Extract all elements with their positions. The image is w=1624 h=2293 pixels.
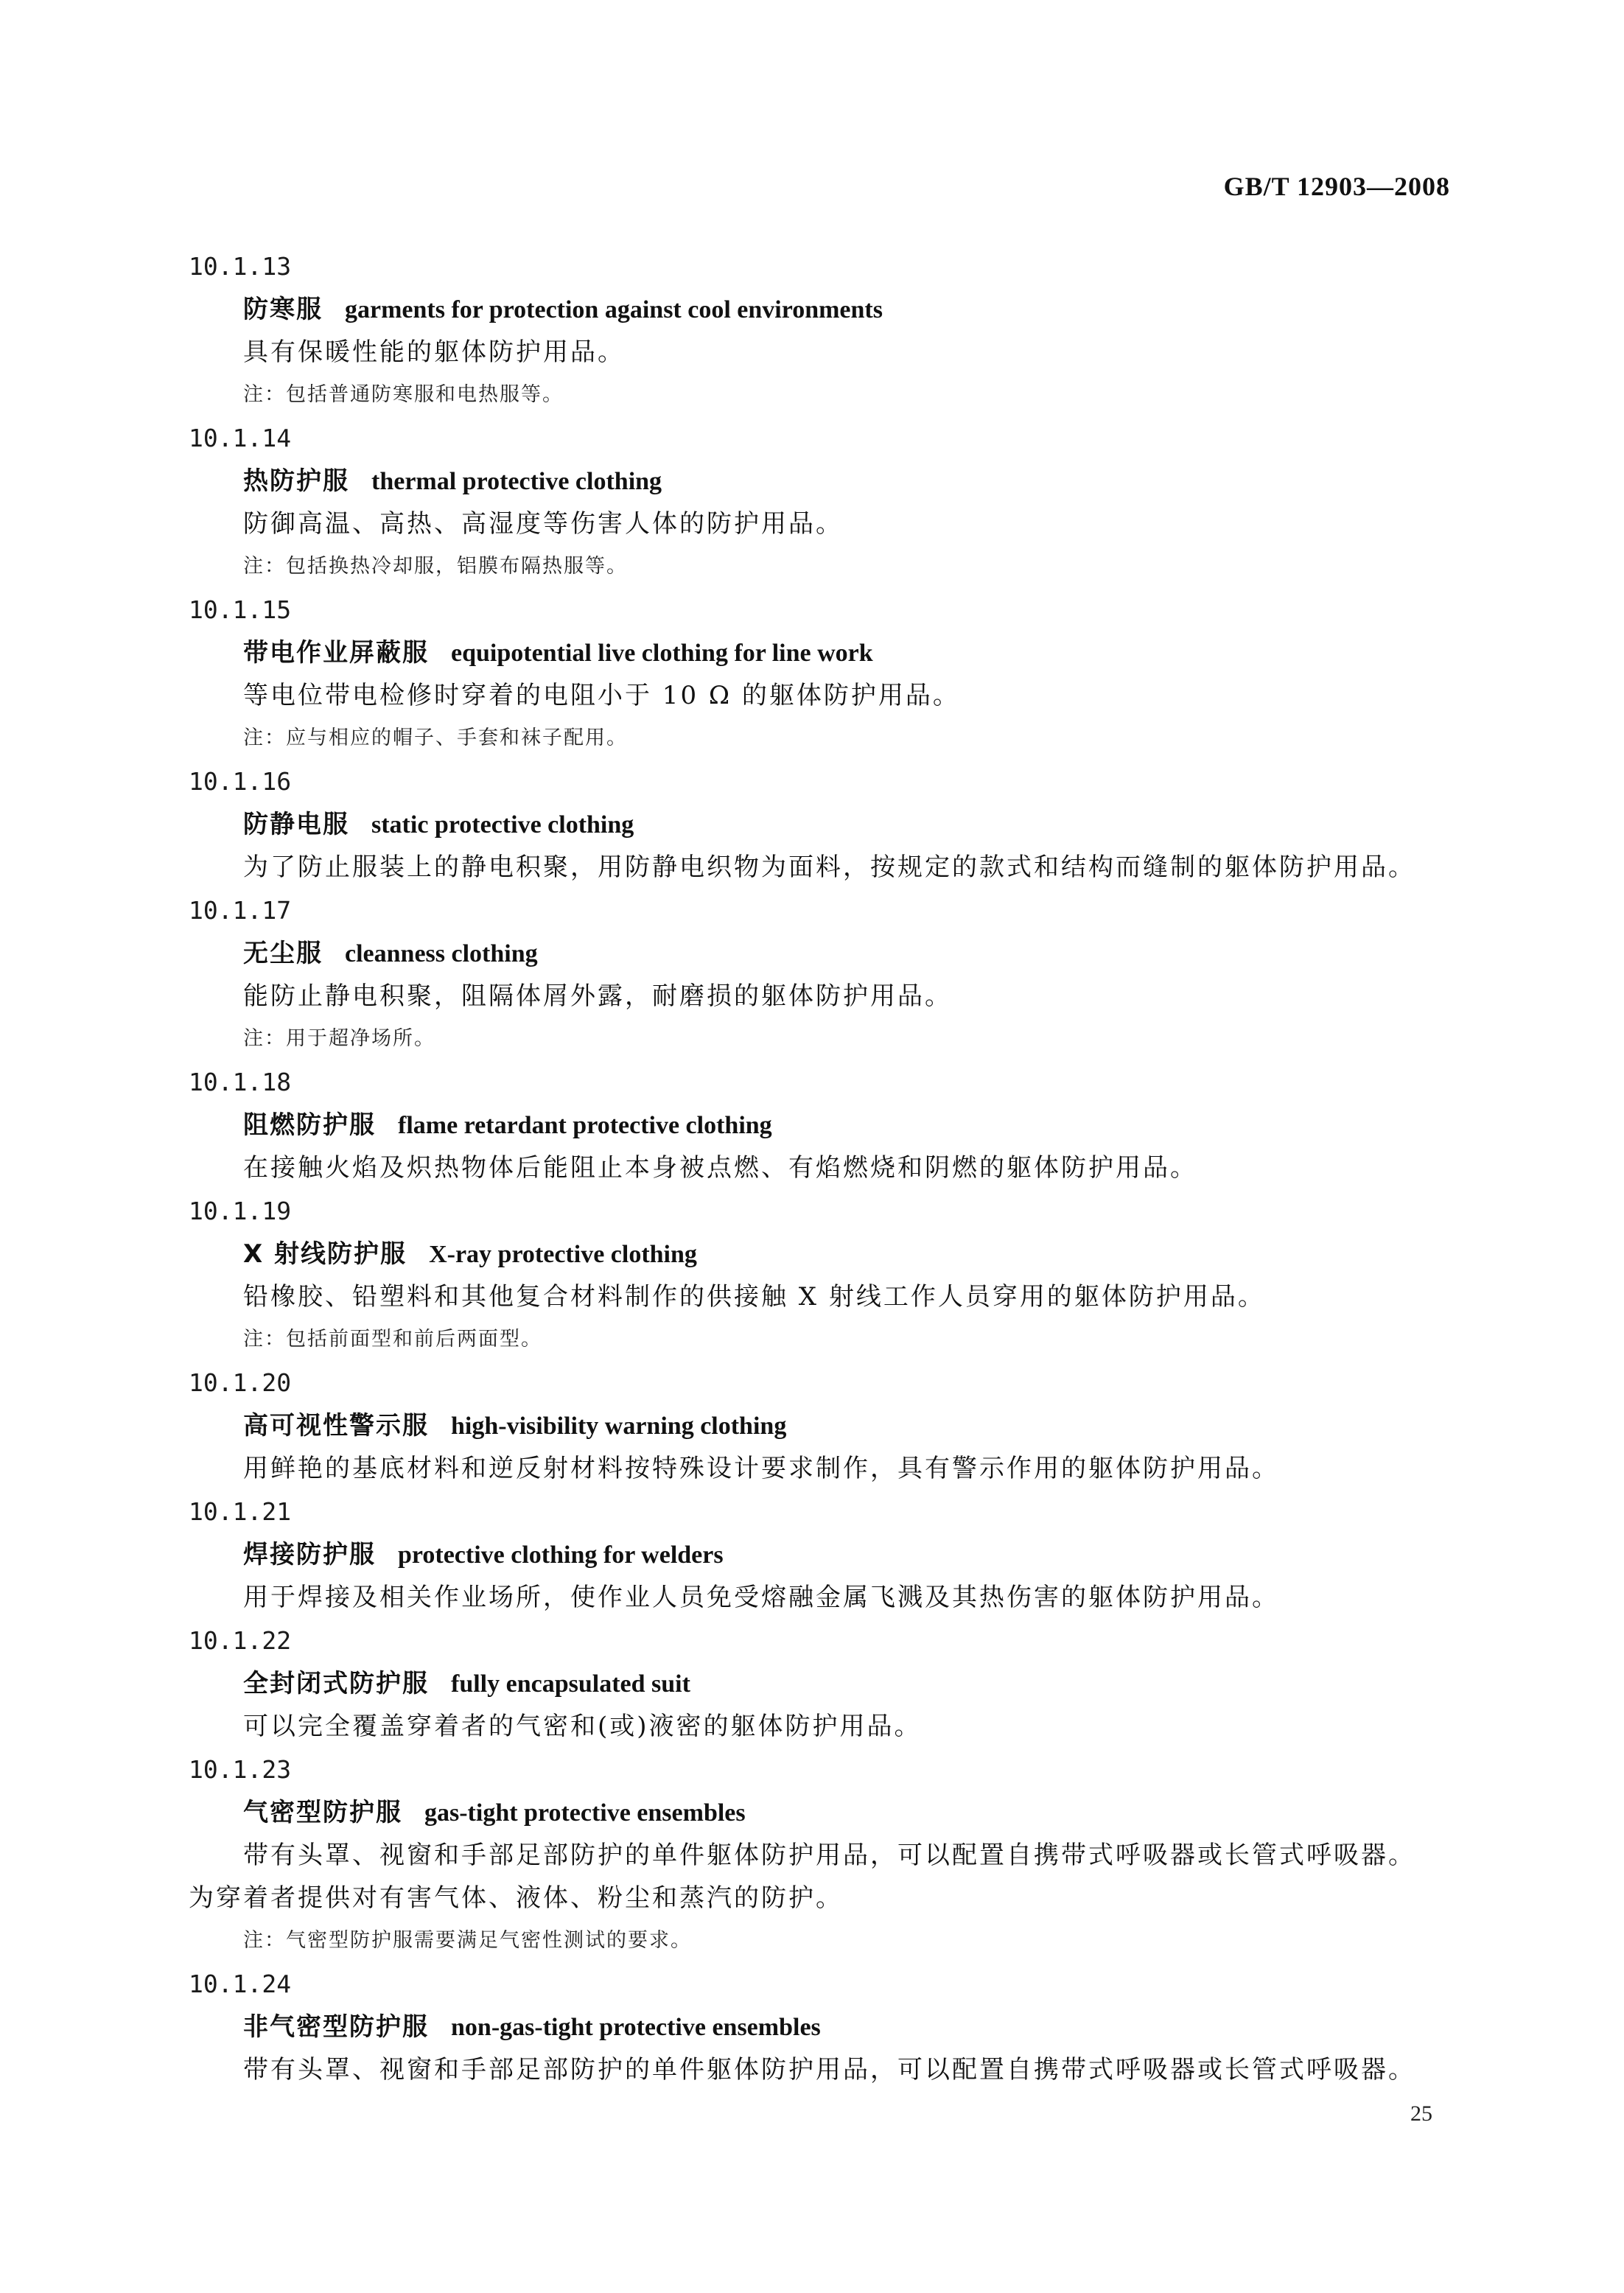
term-chinese: 阻燃防护服 xyxy=(243,1110,376,1140)
entry-definition: 带有头罩、视窗和手部足部防护的单件躯体防护用品，可以配置自携带式呼吸器或长管式呼吸器。 xyxy=(243,1841,1415,1870)
entry-note: 注：应与相应的帽子、手套和袜子配用。 xyxy=(243,727,628,749)
entry-number: 10.1.16 xyxy=(189,767,292,796)
term-english: garments for protection against cool environments xyxy=(345,296,883,323)
entry-definition: 为了防止服装上的静电积聚，用防静电织物为面料，按规定的款式和结构而缝制的躯体防护用品。 xyxy=(243,853,1415,882)
term-chinese: X 射线防护服 xyxy=(243,1239,407,1269)
term-chinese: 防静电服 xyxy=(243,810,349,839)
term-entry xyxy=(0,1361,1624,1490)
term-chinese: 热防护服 xyxy=(243,466,349,496)
entry-term xyxy=(243,1662,1624,1705)
entry-definition: 用于焊接及相关作业场所，使作业人员免受熔融金属飞溅及其热伤害的躯体防护用品。 xyxy=(243,1583,1279,1612)
entry-term xyxy=(243,1104,1624,1146)
entry-definition: 能防止静电积聚，阻隔体屑外露，耐磨损的躯体防护用品。 xyxy=(243,981,952,1011)
entry-definition: 在接触火焰及炽热物体后能阻止本身被点燃、有焰燃烧和阴燃的躯体防护用品。 xyxy=(243,1153,1197,1183)
entry-definition: 可以完全覆盖穿着者的气密和(或)液密的躯体防护用品。 xyxy=(243,1712,922,1741)
term-entry xyxy=(0,1748,1624,1962)
entry-note: 注：用于超净场所。 xyxy=(243,1027,435,1050)
entry-number: 10.1.19 xyxy=(189,1197,292,1225)
entry-term xyxy=(243,803,1624,846)
entry-term xyxy=(243,1404,1624,1447)
term-entry xyxy=(0,588,1624,760)
entry-definition: 带有头罩、视窗和手部足部防护的单件躯体防护用品，可以配置自携带式呼吸器或长管式呼吸器。 xyxy=(243,2055,1415,2084)
entry-term xyxy=(243,288,1624,331)
entry-number: 10.1.15 xyxy=(189,595,292,624)
term-entry xyxy=(0,1962,1624,2091)
term-english: gas-tight protective ensembles xyxy=(424,1799,746,1827)
entry-definition: 铅橡胶、铅塑料和其他复合材料制作的供接触 X 射线工作人员穿用的躯体防护用品。 xyxy=(243,1282,1265,1312)
term-english: non-gas-tight protective ensembles xyxy=(451,2014,821,2041)
term-entry xyxy=(0,416,1624,588)
entry-number: 10.1.23 xyxy=(189,1755,292,1784)
term-english: thermal protective clothing xyxy=(371,468,662,495)
term-chinese: 高可视性警示服 xyxy=(243,1411,429,1440)
term-chinese: 非气密型防护服 xyxy=(243,2012,429,2042)
entry-number: 10.1.13 xyxy=(189,252,292,281)
term-english: high-visibility warning clothing xyxy=(451,1412,787,1440)
entry-definition: 具有保暖性能的躯体防护用品。 xyxy=(243,337,625,367)
term-chinese: 无尘服 xyxy=(243,939,323,968)
entry-term xyxy=(243,631,1624,674)
term-english: X-ray protective clothing xyxy=(429,1241,697,1268)
entry-term xyxy=(243,2006,1624,2048)
term-english: protective clothing for welders xyxy=(398,1541,724,1569)
entry-note: 注：气密型防护服需要满足气密性测试的要求。 xyxy=(243,1929,692,1952)
entry-number: 10.1.21 xyxy=(189,1497,292,1526)
term-entry xyxy=(0,1619,1624,1748)
term-entry xyxy=(0,760,1624,889)
entry-number: 10.1.22 xyxy=(189,1626,292,1655)
term-english: cleanness clothing xyxy=(345,940,538,967)
term-entry xyxy=(0,1490,1624,1619)
entry-term xyxy=(243,932,1624,975)
entry-definition: 为穿着者提供对有害气体、液体、粉尘和蒸汽的防护。 xyxy=(189,1883,843,1913)
term-chinese: 焊接防护服 xyxy=(243,1540,376,1569)
entry-term xyxy=(243,1791,1624,1834)
term-english: fully encapsulated suit xyxy=(451,1670,690,1698)
entry-number: 10.1.24 xyxy=(189,1970,292,1998)
term-english: static protective clothing xyxy=(371,811,634,839)
term-entry xyxy=(0,1189,1624,1361)
entry-note: 注：包括换热冷却服，铝膜布隔热服等。 xyxy=(243,555,628,578)
entry-number: 10.1.18 xyxy=(189,1068,292,1096)
entry-number: 10.1.17 xyxy=(189,896,292,925)
term-chinese: 防寒服 xyxy=(243,295,323,324)
term-chinese: 带电作业屏蔽服 xyxy=(243,638,429,668)
entry-note: 注：包括普通防寒服和电热服等。 xyxy=(243,383,564,406)
entry-note: 注：包括前面型和前后两面型。 xyxy=(243,1328,542,1351)
entry-definition: 用鲜艳的基底材料和逆反射材料按特殊设计要求制作，具有警示作用的躯体防护用品。 xyxy=(243,1454,1279,1483)
term-entry xyxy=(0,1060,1624,1189)
entry-term xyxy=(243,1233,1624,1275)
term-entry xyxy=(0,245,1624,416)
entry-number: 10.1.20 xyxy=(189,1368,292,1397)
term-chinese: 气密型防护服 xyxy=(243,1798,402,1827)
entry-number: 10.1.14 xyxy=(189,424,292,452)
term-entry xyxy=(0,889,1624,1060)
term-list xyxy=(0,245,1624,2091)
entry-definition: 等电位带电检修时穿着的电阻小于 10 Ω 的躯体防护用品。 xyxy=(243,681,960,710)
term-english: equipotential live clothing for line work xyxy=(451,640,873,667)
entry-term xyxy=(243,1533,1624,1576)
standard-code: GB/T 12903—2008 xyxy=(1223,172,1450,201)
page-number: 25 xyxy=(1410,2101,1432,2126)
entry-term xyxy=(243,460,1624,503)
entry-definition: 防御高温、高热、高湿度等伤害人体的防护用品。 xyxy=(243,509,843,539)
term-chinese: 全封闭式防护服 xyxy=(243,1669,429,1698)
term-english: flame retardant protective clothing xyxy=(398,1112,772,1139)
